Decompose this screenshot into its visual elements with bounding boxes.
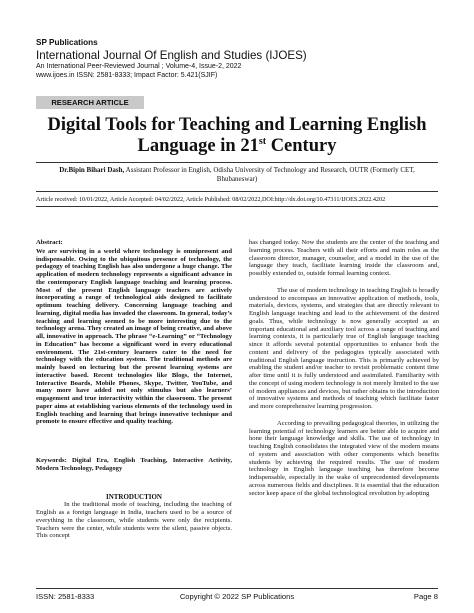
left-column: [36, 239, 232, 540]
article-dates: Article received: 10/01/2022, Article Accepted: 04/02/2022, Article Published: 08/02/2022,DOI:http://dx.doi.org/10.47311/IJOES.2022.4202: [36, 196, 386, 203]
title-line-2-main: Language in 21: [137, 136, 259, 156]
introduction-paragraph: In the traditional mode of teaching, including the teaching of English as a foreign language in India, teachers used to be a source of everything in the classroom, while students were only the recipients. Teachers were the center, while students were the silent, passive objects. This concept: [36, 501, 232, 540]
journal-header: [36, 38, 446, 80]
title-line-2: [30, 136, 444, 157]
author-top-rule: [36, 162, 438, 163]
right-column: [249, 239, 439, 497]
title-line-2-end: Century: [266, 136, 337, 156]
keywords: Keywords: Digital Era, English Teaching, Interactive Activity, Modern Technology, Pedagogy: [36, 457, 232, 472]
publisher-name: SP Publications: [36, 38, 98, 47]
journal-info: An International Peer-Reviewed Journal ; Volume-4, Issue-2, 2022: [36, 63, 242, 70]
author-bottom-rule: [36, 191, 438, 192]
abstract-text: We are surviving in a world where technology is omnipresent and indispensable. Owing to the ubiquitous presence of technology, the pedagogy of teaching English has also undergone a huge change. The application of modern technology represents a significant advance in the contemporary English language teaching and learning process. Most of the present English language teachers are actively incorporating a range of technological aids designed to facilitate optimum teaching delivery. Concerning language teaching and learning, digital media has invaded the classroom. In general, today’s teaching and learning seemed to be more interesting due to the technology arena. They created an image of being creative, and above all, innovative in approach. The phrase “e-Learning” or “Technology in Education” has become a significant word in every educational environment. The 21st-century learners cater to the need for technology with the education system. The traditional methods are mainly based on lecturing but the present learning systems are interactive based. Recent technologies like Blogs, the Internet, Interactive Boards, Mobile Phones, Skype, Twitter, YouTube, and many more have added not only stimulus but also learners’ engagement and true interactivity within the classroom. The present paper aims at establishing various elements of the technology used in English teaching and learning that brings innovative technique and promote to ensure effective and quality teaching.: [36, 247, 232, 426]
footer-issn: ISSN: 2581-8333: [36, 592, 95, 601]
right-paragraph-2: The use of modern technology in teaching English is broadly understood to encompass an innovative application of methods, tools, materials, devices, systems, and strategies that are directly relevant to English language teaching and lead to the achievement of the desired goals. Thus, while technology is now generally accepted as an important educational and auxiliary tool across a range of teaching and learning contexts, it is particularly true of English language teaching since it affords several potential opportunities to enhance both the content and delivery of the pedagogies typically associated with traditional English language instruction. This is primarily achieved by enabling the student and/or teacher to revisit problematic content time after time until it is fully understood and assimilated. Familiarity with the concept of using modern technology is not merely limited to the use of modern appliances and devices, but rather obtains to the introduction of innovative systems and methods of teaching which facilitate faster and more comprehensive learning progression.: [249, 286, 439, 410]
dates-rule: [36, 206, 438, 207]
author-block: [46, 166, 428, 184]
introduction-heading: INTRODUCTION: [105, 492, 162, 501]
author-affiliation: Assistant Professor in English, Odisha University of Technology and Research, OUTR (Formerly CET, Bhubaneswar): [124, 166, 415, 183]
right-paragraph-3: According to prevailing pedagogical theories, in utilizing the learning potential of technology learners are better able to acquire and hone their language knowledge and skills. The use of technology in teaching English consolidates the integrated view of the modern means of system and association with other components which benefits students by achieving the required results. The use of modern technology in English language teaching has therefore become indispensable, especially in the wake of unprecedented developments across numerous fields and disciplines. It is essential that the education sector keep apace of the global technological revolution by adopting: [249, 419, 439, 497]
abstract-label: Abstract:: [36, 239, 63, 246]
footer-copyright: Copyright © 2022 SP Publications: [179, 592, 295, 601]
journal-name: International Journal Of English and Studies (IJOES): [36, 49, 307, 62]
article-type-badge: RESEARCH ARTICLE: [36, 96, 144, 109]
title-line-1: Digital Tools for Teaching and Learning English: [47, 115, 427, 135]
footer-page-number: Page 8: [413, 592, 438, 601]
title-superscript: st: [258, 136, 267, 147]
author-name: Dr.Bipin Bihari Dash,: [59, 166, 125, 174]
journal-links: www.ijoes.in ISSN: 2581-8333; Impact Factor: 5.421(SJIF): [36, 72, 218, 79]
paper-title: [30, 115, 444, 157]
right-paragraph-1: has changed today. Now the students are the center of the teaching and learning process. Teachers with all their efforts and main roles as the classroom director, manager, counselor, and a model in the use of the language they teach, facilitate learning inside the classroom and, possibly extended to, outside formal learning context.: [249, 239, 439, 277]
page-footer: [36, 591, 438, 602]
footer-rule: [36, 588, 438, 589]
